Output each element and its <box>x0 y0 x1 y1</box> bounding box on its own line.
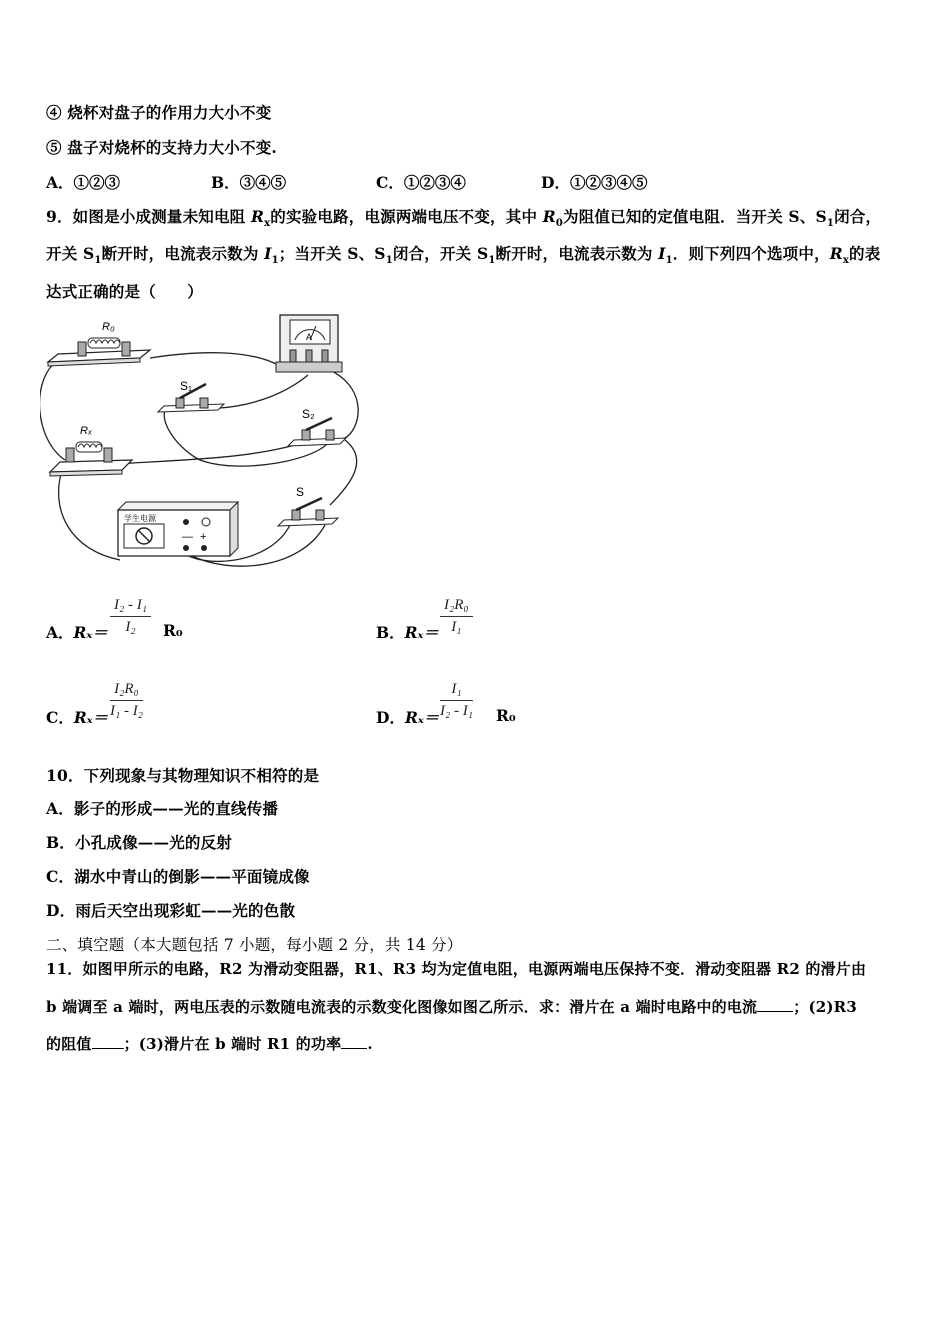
switch-s <box>278 485 338 526</box>
q9-option-b-fraction: $\frac{\text{I₂R₀}}{\text{I₁}}$ <box>440 597 473 636</box>
q9-option-a-tail: R₀ <box>163 621 183 640</box>
section-heading: 二、填空题（本大题包括 7 小题，每小题 2 分，共 14 分） <box>46 936 463 954</box>
blank-2[interactable] <box>92 1034 124 1049</box>
q9-stem-line2: 开关 $S_1$断开时，电流表示数为 $I_1$；当开关 S、$S_1$闭合，开关 $S_1$断开时，电流表示数为 $I_1$．则下列四个选项中，$R_x$的表 <box>46 244 881 267</box>
q10-stem: 10．下列现象与其物理知识不相符的是 <box>46 766 320 785</box>
s1-label: S₁ <box>180 379 193 393</box>
q9-option-c-fraction: $\frac{\text{I₂R₀}}{\text{I₁ - I₂}}$ <box>110 681 143 719</box>
q8-item-4: ④ 烧杯对盘子的作用力大小不变 <box>46 103 272 122</box>
q11-line1: 11．如图甲所示的电路，R2 为滑动变阻器，R1、R3 均为定值电阻，电源两端电压保持不变．滑动变阻器 R2 的滑片由 <box>46 960 867 978</box>
q11-line2: b 端调至 a 端时，两电压表的示数随电流表的示数变化图像如图乙所示．求：滑片在 a 端时电路中的电流 ；(2)R3 <box>46 998 857 1016</box>
q8-option-c: C．①②③④ <box>376 173 466 192</box>
q9-stem-line1: 9．如图是小成测量未知电阻 $R_x$的实验电路，电源两端电压不变，其中 $R_0$为阻值已知的定值电阻．当开关 S、$S_1$闭合， <box>46 207 882 230</box>
svg-text:+: + <box>200 531 207 543</box>
rx-label: Rₓ <box>80 425 93 437</box>
ammeter <box>276 315 342 372</box>
switch-s1 <box>158 379 224 412</box>
q10-option-c: C．湖水中青山的倒影——平面镜成像 <box>46 867 310 886</box>
q9-option-a-label: A．Rₓ＝ <box>46 623 108 642</box>
s-label: S <box>296 485 305 499</box>
q9-option-d-label: D．Rₓ＝ <box>376 708 440 727</box>
q10-option-a: A．影子的形成——光的直线传播 <box>46 799 279 818</box>
blank-3[interactable] <box>341 1034 367 1049</box>
q8-option-a: A．①②③ <box>46 173 121 192</box>
q9-option-d-fraction: $\frac{\text{I₁}}{\text{I₂ - I₁}}$ <box>440 681 473 719</box>
r0-label: R₀ <box>102 321 115 333</box>
q10-option-b: B．小孔成像——光的反射 <box>46 833 233 852</box>
svg-text:—: — <box>182 531 193 543</box>
blank-1[interactable] <box>757 997 793 1012</box>
q8-option-b: B．③④⑤ <box>211 173 287 192</box>
q11-line3: 的阻值 ；(3)滑片在 b 端时 R1 的功率 . <box>46 1035 373 1053</box>
q9-option-d-tail: R₀ <box>496 706 516 725</box>
s2-label: S₂ <box>302 407 315 421</box>
ammeter-label: A <box>306 332 313 342</box>
r0-resistor-board <box>48 321 150 366</box>
q8-item-5: ⑤ 盘子对烧杯的支持力大小不变. <box>46 138 277 157</box>
power-supply <box>118 502 238 556</box>
circuit-diagram <box>40 310 360 575</box>
rx-resistor-board <box>50 425 132 476</box>
switch-s2 <box>288 407 346 446</box>
q9-stem-line3: 达式正确的是（ ） <box>46 282 204 301</box>
q9-option-b-label: B．Rₓ＝ <box>376 623 439 642</box>
q10-option-d: D．雨后天空出现彩虹——光的色散 <box>46 901 296 920</box>
q9-option-c-label: C．Rₓ＝ <box>46 708 109 727</box>
supply-label: 学生电源 <box>124 514 156 523</box>
q9-option-a-fraction: $\frac{\text{I₂ - I₁}}{\text{I₂}}$ <box>110 597 151 636</box>
q8-option-d: D．①②③④⑤ <box>541 173 648 192</box>
